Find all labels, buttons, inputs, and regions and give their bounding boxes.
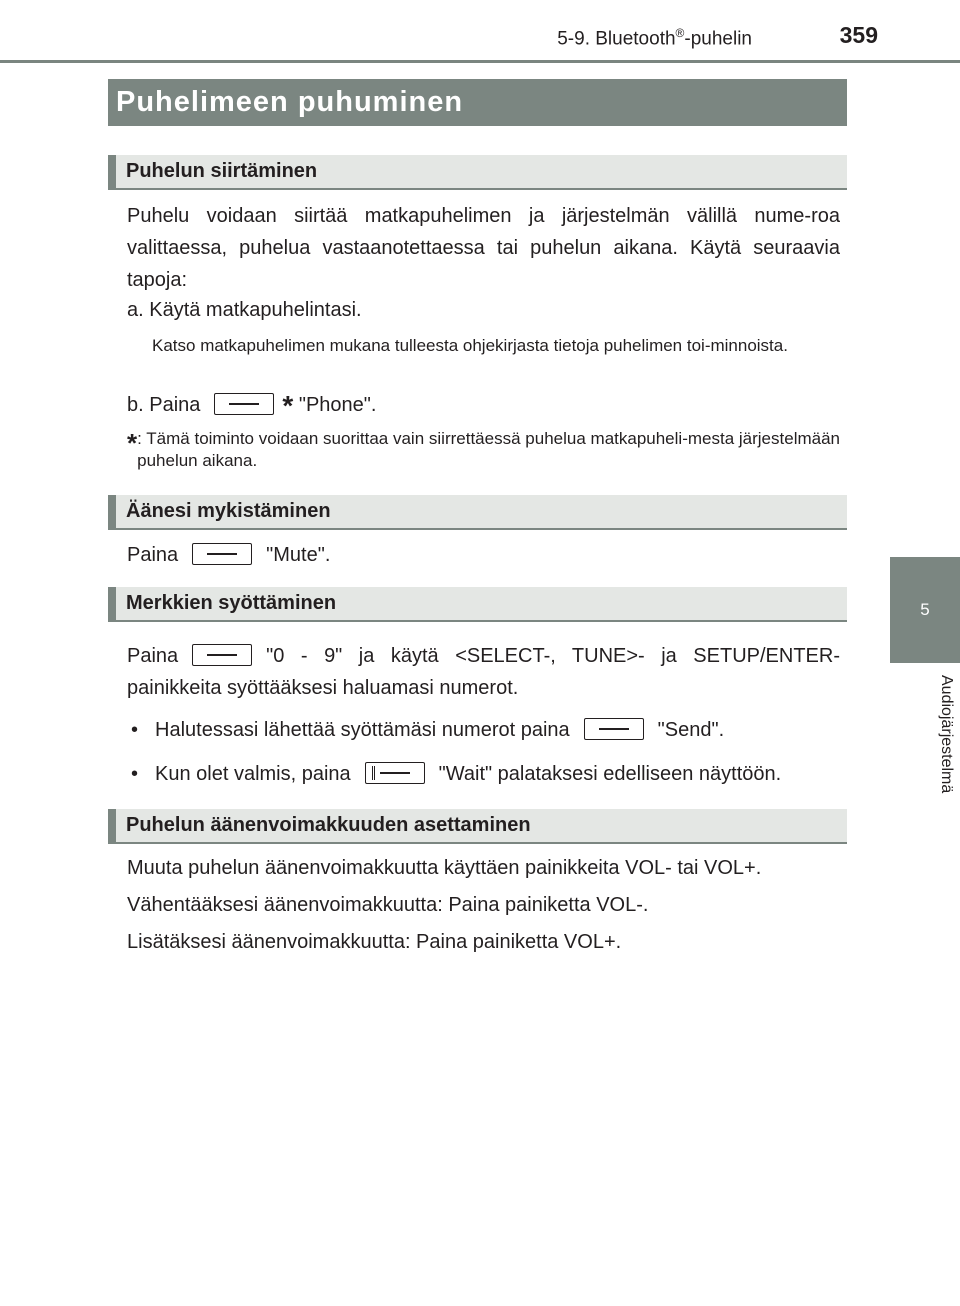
- wait-button-icon: [365, 762, 425, 784]
- section-title: 5-9. Bluetooth®-puhelin: [557, 26, 752, 50]
- volume-line-3: Lisätäksesi äänenvoimakkuutta: Paina painiketta VOL+.: [127, 931, 622, 953]
- heading-mute: Äänesi mykistäminen: [108, 495, 847, 530]
- volume-line-1: Muuta puhelun äänenvoimakkuutta käyttäen painikkeita VOL- tai VOL+.: [127, 857, 762, 879]
- input-bullet-wait: • Kun olet valmis, paina "Wait" palataksesi edelliseen näyttöön.: [131, 763, 782, 785]
- footnote-marker: *: [282, 390, 294, 421]
- heading-transfer: Puhelun siirtäminen: [108, 155, 847, 190]
- input-bullet-send: • Halutessasi lähettää syöttämäsi numerot paina "Send".: [131, 719, 725, 741]
- chapter-tab: 5: [890, 557, 960, 663]
- keypad-button-icon: [192, 644, 252, 666]
- mute-text: Paina "Mute".: [127, 544, 331, 566]
- phone-button-icon: [214, 393, 274, 415]
- volume-line-2: Vähentääksesi äänenvoimakkuutta: Paina painiketta VOL-.: [127, 894, 649, 916]
- page-header: [0, 0, 960, 64]
- heading-input: Merkkien syöttäminen: [108, 587, 847, 622]
- page-number: 359: [839, 22, 878, 48]
- mute-button-icon: [192, 543, 252, 565]
- send-button-icon: [584, 718, 644, 740]
- transfer-footnote: * : Tämä toiminto voidaan suorittaa vain siirrettäessä puhelua matkapuheli-mesta järjestelmään puhelun aikana.: [127, 428, 840, 470]
- transfer-option-b: b. Paina * "Phone".: [127, 390, 377, 421]
- transfer-intro: Puhelu voidaan siirtää matkapuhelimen ja järjestelmän välillä nume-roa valittaessa, puhelua vastaanotettaessa tai puhelun aikana. Käytä seuraavia tapoja:: [127, 205, 840, 291]
- transfer-option-a: a. Käytä matkapuhelintasi.: [127, 299, 362, 321]
- heading-volume: Puhelun äänenvoimakkuuden asettaminen: [108, 809, 847, 844]
- chapter-label: Audiojärjestelmä: [938, 675, 955, 794]
- page-title: Puhelimeen puhuminen: [108, 79, 847, 126]
- header-rule: [0, 60, 960, 63]
- input-text: Paina "0 - 9" ja käytä <SELECT-, TUNE>- ja SETUP/ENTER-painikkeita syöttääksesi haluamasi numerot.: [127, 645, 840, 699]
- transfer-option-a-note: Katso matkapuhelimen mukana tulleesta ohjekirjasta tietoja puhelimen toi-minnoista.: [152, 336, 788, 355]
